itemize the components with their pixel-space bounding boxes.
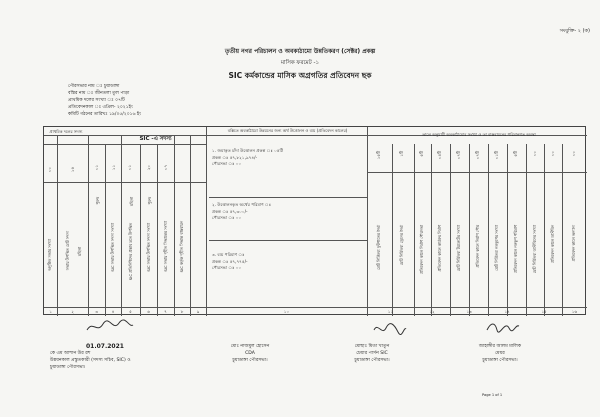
col-num: ৩ bbox=[95, 309, 98, 314]
label-meetings: অনুষ্ঠিত সভার সংখ্যা bbox=[47, 239, 52, 271]
right-label-5: মোট নির্মিতব্য টয়লেটের সংখ্যা bbox=[456, 225, 461, 272]
page-number: Page 1 of 1 bbox=[482, 393, 503, 397]
value-sic-present: ০৭ bbox=[163, 165, 168, 170]
value-male: ০১ bbox=[94, 165, 99, 170]
right-label-3: প্রতিবেদন কালে নির্মাণ পৌরসভা bbox=[419, 225, 424, 274]
col-num: ৪ bbox=[111, 309, 115, 314]
right-value-1: ১৫টি bbox=[376, 151, 381, 160]
label-attendees: সভায় উপস্থিত মোট সদস্য bbox=[65, 231, 70, 271]
value-female: ১১ bbox=[111, 165, 116, 170]
header-infrastructure: তালে অনুযায়ী অবকাঠামোর সংখ্যা ও তা বাস্তবায়নের পরিমানগত অবস্থা bbox=[422, 132, 536, 137]
report-period: প্রতিবেদনকাল ঃ এপ্রিল- ২০২১ইং bbox=[68, 105, 133, 110]
col-num: ৭ bbox=[164, 309, 167, 314]
right-value-7: ০১টি bbox=[494, 151, 499, 160]
savings-projects: ১. জমাকৃত চাঁদা উত্তোলন প্রকল্প ঃ ০৫টি প্রকল্প ঃ ৫৭,৮২১,৯৭৪/- পৌরসভা ঃ ০০ bbox=[212, 148, 284, 166]
value-sic-female: ২০ bbox=[146, 165, 151, 170]
value-meetings: ০০ bbox=[47, 167, 52, 172]
right-label-11: প্রতিবেদন কালে অন্যান্য bbox=[571, 225, 576, 262]
signature-block-chairperson: মোছাঃ মিতা খাতুন চেয়ার পার্সন SIC চুয়াডাঙ্গা পৌরসভা। bbox=[354, 344, 390, 363]
collected-amount: ২. উত্তোলনকৃত অর্থের পরিমাণ ঃ প্রকল্প ঃ ৫৭,৩০০/- পৌরসভা ঃ ০০ bbox=[212, 202, 271, 220]
header-sic-members: SIC -এ সদস্য bbox=[139, 136, 172, 142]
col-num: ৯ bbox=[196, 309, 200, 314]
annex-label: সংযুক্তি- ২ (ক) bbox=[559, 28, 590, 34]
col-num: ১০ bbox=[283, 309, 290, 314]
label-sic-members: SIC সভায় উপস্থিত সদস্য সংখ্যা bbox=[146, 223, 151, 272]
right-label-7: মোট নির্মিতব্য নলকূপের সংখ্যা bbox=[494, 225, 499, 271]
slum-name: বস্তির নাম ঃ জীনতলা তুল পাড়া bbox=[68, 91, 130, 96]
col-num: ৫ bbox=[129, 309, 132, 314]
signature-scrawl-3 bbox=[372, 320, 408, 338]
right-value-6: ০৭টি bbox=[475, 151, 480, 160]
right-value-8: ৫টি bbox=[513, 151, 518, 157]
col-num: ৮ bbox=[180, 309, 184, 314]
municipality-name: পৌরসভার নাম ঃ চুয়াডাঙ্গা bbox=[68, 84, 120, 89]
report-title: SIC কর্মকান্ডের মাসিক অগ্রগতির প্রতিবেদন ছক bbox=[228, 71, 372, 80]
signature-block-mayor: জাহাঙ্গীর আলম মালিক মেয়র চুয়াডাঙ্গা পৌরসভা। bbox=[478, 344, 522, 363]
form-label: মাসিক ফরমেট -১ bbox=[280, 60, 320, 66]
label-sic-proposal: SIC প্রতিনিধিদের প্রস্তাব মতে উপস্থিত bbox=[128, 223, 133, 281]
signature-scrawl-1 bbox=[85, 318, 135, 336]
col-num: ১ bbox=[49, 309, 52, 314]
right-label-1: মোট নির্মিতব্য ফুটপাতের দৈর্ঘ্য bbox=[376, 225, 381, 271]
col-num: ১৪ bbox=[504, 309, 510, 314]
sub-label-male: পুরুষ bbox=[95, 197, 100, 205]
col-num: ১৬ bbox=[571, 309, 578, 314]
label-sic-implementation: SIC কর্তৃক গৃহীত সিদ্ধান্ত বাস্তবায়ন bbox=[179, 221, 184, 273]
right-value-9: ০০ bbox=[532, 151, 537, 156]
right-label-10: প্রতিবেদন কালে ডাস্টবিন bbox=[550, 225, 555, 264]
right-value-5: ০৭টি bbox=[456, 151, 461, 160]
sub-label-female: মহিলা bbox=[129, 197, 134, 207]
header-primary-members: প্রাথমিক দলের সদস্য bbox=[49, 129, 83, 134]
expense-amount: ৩. ব্যয় পরিমাণ ঃ প্রকল্প ঃ ৫৭,৭৭৫/- পৌরসভা ঃ ০০ bbox=[212, 252, 248, 270]
label-sic-decisions: SIC সভায় গৃহীত সিদ্ধান্তের সংখ্যা bbox=[163, 221, 168, 272]
value-sic-male: ০১ bbox=[127, 165, 132, 170]
label-sic-attendance: SIC সভায় উপস্থিত সদস্য সংখ্যা bbox=[110, 223, 115, 272]
right-label-9: মোট নির্মিতব্য ডাস্টবিনের সংখ্যা bbox=[532, 225, 537, 274]
progress-table bbox=[43, 126, 586, 315]
committee-date: কমিটি গঠনের তারিখঃ ১৯/০৫/২০১৬ ইং bbox=[68, 112, 142, 117]
sub-label-male-2: পুরুষ bbox=[147, 197, 152, 205]
right-label-2: মোট নির্মিতব্য ড্রেনের দৈর্ঘ্য bbox=[399, 225, 404, 266]
right-value-3: ৫টি bbox=[419, 151, 424, 157]
right-label-8: প্রতিবেদন কালে নলকূপ পরিমাণ bbox=[513, 225, 518, 273]
right-value-2: ১টি bbox=[399, 151, 404, 157]
right-label-4: প্রতিবেদন কালে কার্যক্রম নির্মাণ bbox=[437, 225, 442, 272]
right-value-10: ০০ bbox=[550, 151, 555, 156]
value-attendees: ১৫ bbox=[70, 167, 75, 172]
right-label-6: প্রতিবেদন কালে নির্মাণ পৌর bbox=[475, 225, 480, 268]
col-num: ১১ bbox=[387, 309, 394, 314]
right-value-4: ০৪টি bbox=[437, 151, 442, 160]
group-count: প্রাথমিক দলের সংখ্যা ঃ ০৭টি bbox=[68, 98, 125, 103]
label-female: মহিলা bbox=[77, 247, 82, 257]
signature-block-preparer: 01.07.2021 কে এম আশান উর রশ উন্নয়নকাল প্রস্তুতকারী (সদস্য সচিব, SIC) ও চুয়াডাঙ্গা পৌরসভা। bbox=[50, 343, 131, 370]
right-value-11: ০০ bbox=[571, 151, 576, 156]
col-num: ২ bbox=[71, 309, 74, 314]
col-num: ১৫ bbox=[541, 309, 547, 314]
col-num: ৬ bbox=[147, 309, 150, 314]
col-num: ১৩ bbox=[466, 309, 472, 314]
signature-block-cda: মোঃ নাজমুল হোসেন CDA চুয়াডাঙ্গা পৌরসভা। bbox=[230, 344, 270, 363]
signature-scrawl-4 bbox=[485, 318, 521, 336]
col-num: ১২ bbox=[429, 309, 435, 314]
project-title: তৃতীয় নগর পরিচালন ও অবকাঠামো উন্নতিকরণ (সেক্টর) প্রকল্প bbox=[224, 48, 376, 55]
header-funds: বস্তিতে অবকাঠামো উন্নয়নের জন্য অর্থ উত্তোলন ও ব্যয় (প্রতিবেদন কালের) bbox=[227, 128, 348, 133]
